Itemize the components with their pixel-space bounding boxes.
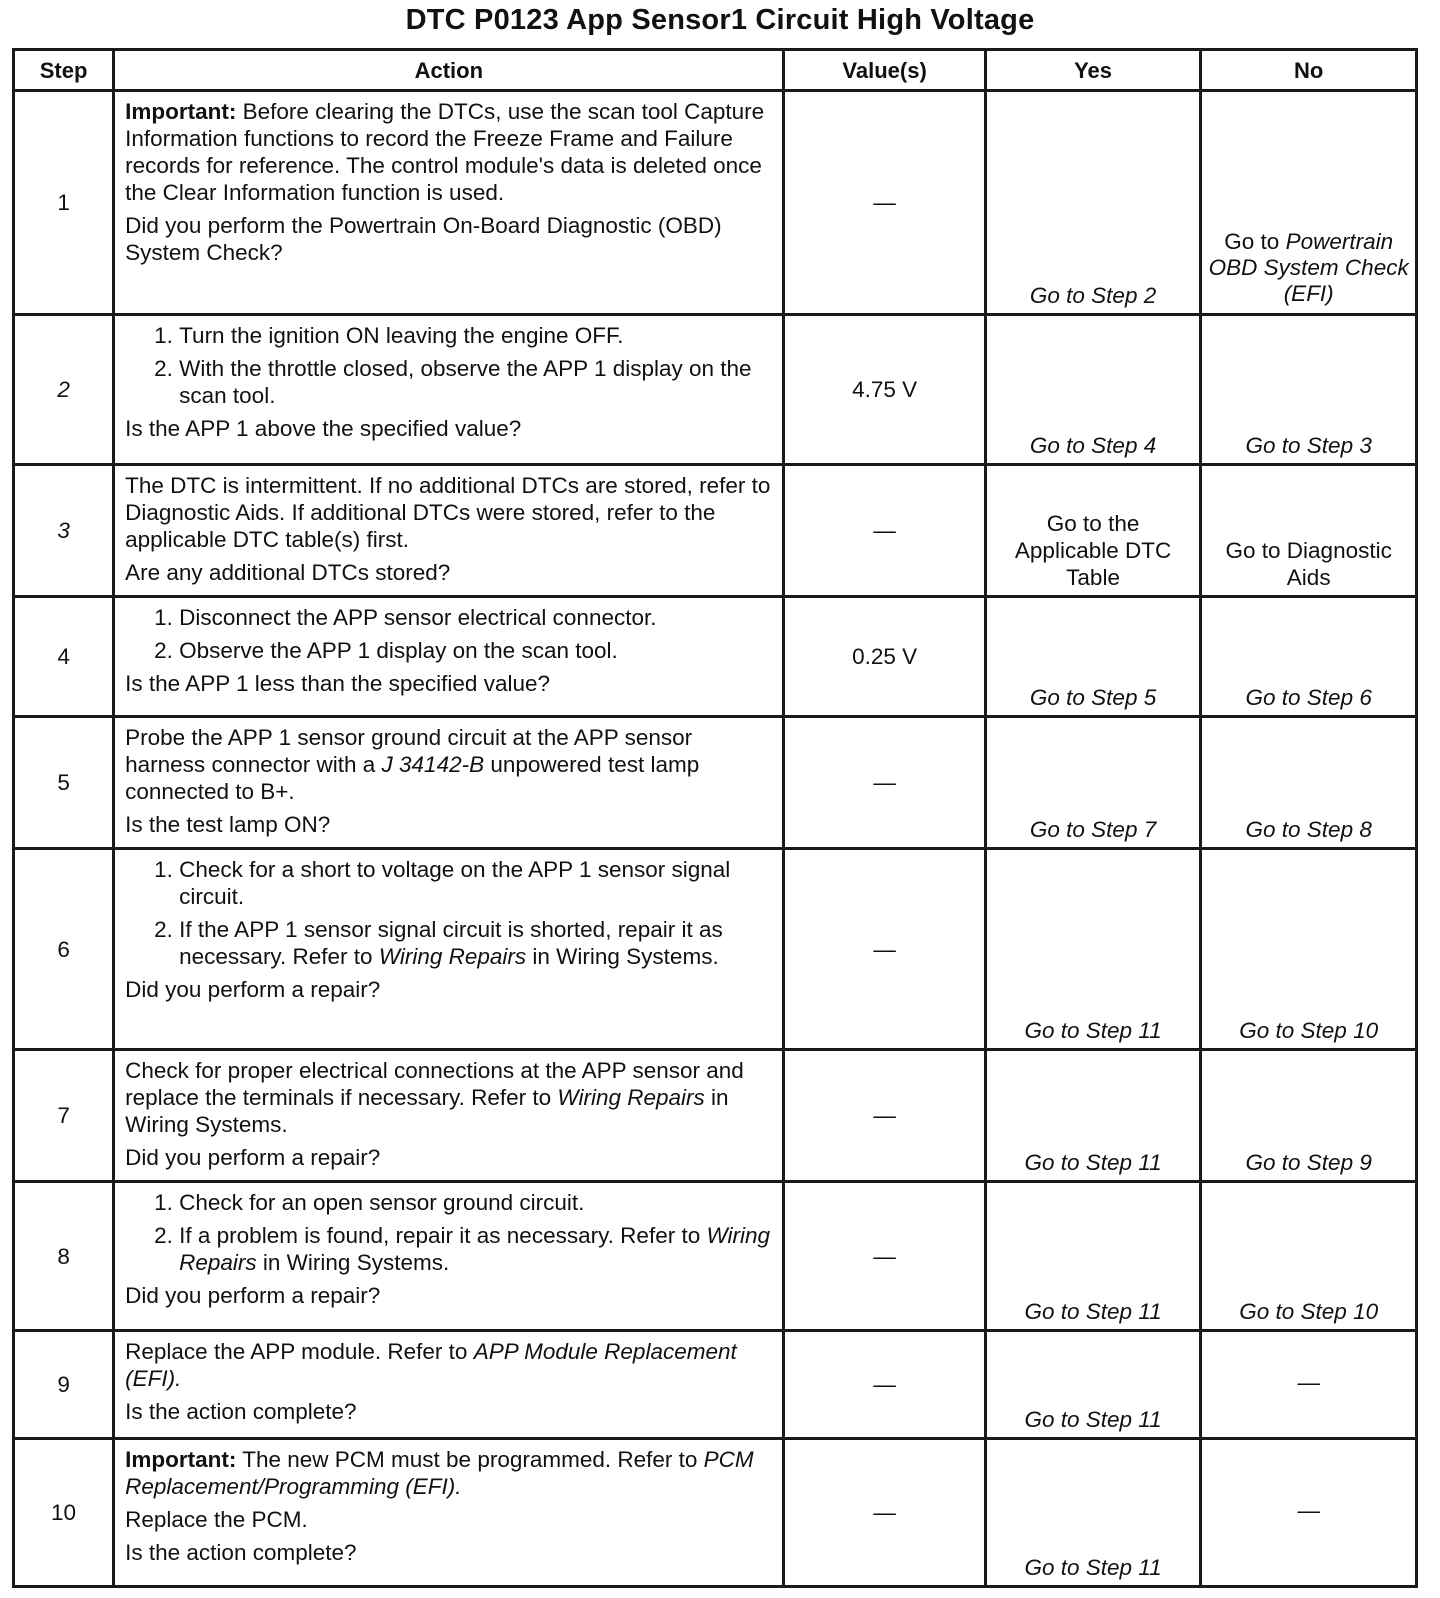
value-cell: — bbox=[784, 91, 985, 315]
step-number: 3 bbox=[14, 464, 114, 596]
question: Did you perform a repair? bbox=[125, 977, 381, 1003]
no-cell: Go to Step 10 bbox=[1201, 1182, 1417, 1330]
action-text: The DTC is intermittent. If no additional DTCs are stored, refer to Diagnostic Aids. If additional DTCs were stored, refer to the applicable DTC table(s) first. bbox=[125, 472, 771, 552]
table-row bbox=[14, 314, 1417, 464]
table-row bbox=[14, 464, 1417, 596]
question: Is the action complete? bbox=[125, 1539, 357, 1565]
header-no: No bbox=[1201, 50, 1417, 91]
action-cell bbox=[114, 1182, 784, 1330]
no-cell: — bbox=[1201, 1330, 1417, 1438]
yes-cell: Go to Step 11 bbox=[985, 1330, 1201, 1438]
list-item: 1. Check for an open sensor ground circuit. bbox=[179, 1189, 770, 1216]
list-item: 2. With the throttle closed, observe the APP 1 display on the scan tool. bbox=[179, 355, 770, 409]
action-text: Replace the APP module. Refer to APP Module Replacement (EFI). bbox=[125, 1338, 737, 1391]
action-cell bbox=[114, 597, 784, 717]
value-cell: — bbox=[784, 849, 985, 1050]
list-item: 1. Disconnect the APP sensor electrical connector. bbox=[179, 604, 770, 631]
table-row bbox=[14, 849, 1417, 1050]
yes-cell: Go to Step 7 bbox=[985, 717, 1201, 849]
table-row bbox=[14, 1182, 1417, 1330]
header-yes: Yes bbox=[985, 50, 1201, 91]
list-item: 2. Observe the APP 1 display on the scan tool. bbox=[179, 637, 770, 664]
question: Did you perform a repair? bbox=[125, 1145, 381, 1171]
yes-cell: Go to the Applicable DTC Table bbox=[985, 464, 1201, 596]
header-step: Step bbox=[14, 50, 114, 91]
action-cell bbox=[114, 464, 784, 596]
step-number: 5 bbox=[14, 717, 114, 849]
step-number: 4 bbox=[14, 597, 114, 717]
table-row bbox=[14, 91, 1417, 315]
no-cell: Go to Powertrain OBD System Check (EFI) bbox=[1201, 91, 1417, 315]
yes-cell: Go to Step 11 bbox=[985, 1050, 1201, 1182]
value-cell: 4.75 V bbox=[784, 314, 985, 464]
no-cell: Go to Step 8 bbox=[1201, 717, 1417, 849]
header-row bbox=[14, 50, 1417, 91]
header-values: Value(s) bbox=[784, 50, 985, 91]
no-cell: Go to Step 3 bbox=[1201, 314, 1417, 464]
yes-cell: Go to Step 11 bbox=[985, 1438, 1201, 1586]
question: Did you perform a repair? bbox=[125, 1283, 381, 1309]
step-number: 9 bbox=[14, 1330, 114, 1438]
yes-cell: Go to Step 11 bbox=[985, 849, 1201, 1050]
action-cell bbox=[114, 1050, 784, 1182]
question: Are any additional DTCs stored? bbox=[125, 559, 451, 585]
value-cell: 0.25 V bbox=[784, 597, 985, 717]
action-text: Replace the PCM. bbox=[125, 1506, 308, 1532]
step-number: 6 bbox=[14, 849, 114, 1050]
no-cell: Go to Step 6 bbox=[1201, 597, 1417, 717]
table-row bbox=[14, 1050, 1417, 1182]
no-cell: Go to Step 9 bbox=[1201, 1050, 1417, 1182]
list-item: 2. If a problem is found, repair it as necessary. Refer to Wiring Repairs in Wiring Systems. bbox=[179, 1222, 770, 1276]
yes-cell: Go to Step 2 bbox=[985, 91, 1201, 315]
value-cell: — bbox=[784, 464, 985, 596]
dtc-table bbox=[12, 48, 1418, 1588]
question: Is the test lamp ON? bbox=[125, 812, 331, 838]
action-cell bbox=[114, 849, 784, 1050]
action-list bbox=[125, 604, 770, 664]
table-row bbox=[14, 597, 1417, 717]
action-list bbox=[125, 322, 770, 409]
action-cell bbox=[114, 1438, 784, 1586]
action-cell bbox=[114, 314, 784, 464]
table-row bbox=[14, 1438, 1417, 1586]
no-cell: Go to Diagnostic Aids bbox=[1201, 464, 1417, 596]
action-text: Check for proper electrical connections at the APP sensor and replace the terminals if necessary. Refer to Wiring Repairs in Wiring Systems. bbox=[125, 1058, 744, 1138]
step-number: 10 bbox=[14, 1438, 114, 1586]
question: Is the action complete? bbox=[125, 1398, 357, 1424]
list-item: 1. Check for a short to voltage on the APP 1 sensor signal circuit. bbox=[179, 856, 770, 910]
step-number: 2 bbox=[14, 314, 114, 464]
value-cell: — bbox=[784, 1330, 985, 1438]
value-cell: — bbox=[784, 1182, 985, 1330]
question: Is the APP 1 above the specified value? bbox=[125, 415, 522, 441]
yes-cell: Go to Step 4 bbox=[985, 314, 1201, 464]
important-note: Important: The new PCM must be programmed. Refer to PCM Replacement/Programming (EFI). bbox=[125, 1446, 754, 1499]
table-row bbox=[14, 717, 1417, 849]
action-list bbox=[125, 856, 770, 970]
list-item: 1. Turn the ignition ON leaving the engine OFF. bbox=[179, 322, 770, 349]
step-number: 1 bbox=[14, 91, 114, 315]
important-note: Important: Before clearing the DTCs, use the scan tool Capture Information functions to record the Freeze Frame and Failure records for reference. The control module's data is deleted once the Clear Information function is used. bbox=[125, 99, 765, 205]
no-cell: Go to Step 10 bbox=[1201, 849, 1417, 1050]
step-number: 7 bbox=[14, 1050, 114, 1182]
action-cell bbox=[114, 91, 784, 315]
yes-cell: Go to Step 11 bbox=[985, 1182, 1201, 1330]
action-text: Probe the APP 1 sensor ground circuit at the APP sensor harness connector with a J 34142-B unpowered test lamp connected to B+. bbox=[125, 725, 700, 805]
action-cell bbox=[114, 1330, 784, 1438]
step-number: 8 bbox=[14, 1182, 114, 1330]
no-cell: — bbox=[1201, 1438, 1417, 1586]
action-list bbox=[125, 1189, 770, 1276]
value-cell: — bbox=[784, 1438, 985, 1586]
table-row bbox=[14, 1330, 1417, 1438]
question: Is the APP 1 less than the specified value? bbox=[125, 671, 551, 697]
value-cell: — bbox=[784, 717, 985, 849]
value-cell: — bbox=[784, 1050, 985, 1182]
list-item: 2. If the APP 1 sensor signal circuit is shorted, repair it as necessary. Refer to Wiring Repairs in Wiring Systems. bbox=[179, 916, 770, 970]
page-title: DTC P0123 App Sensor1 Circuit High Voltage bbox=[405, 4, 1035, 36]
question: Did you perform the Powertrain On-Board Diagnostic (OBD) System Check? bbox=[125, 213, 722, 265]
yes-cell: Go to Step 5 bbox=[985, 597, 1201, 717]
action-cell bbox=[114, 717, 784, 849]
header-action: Action bbox=[114, 50, 784, 91]
